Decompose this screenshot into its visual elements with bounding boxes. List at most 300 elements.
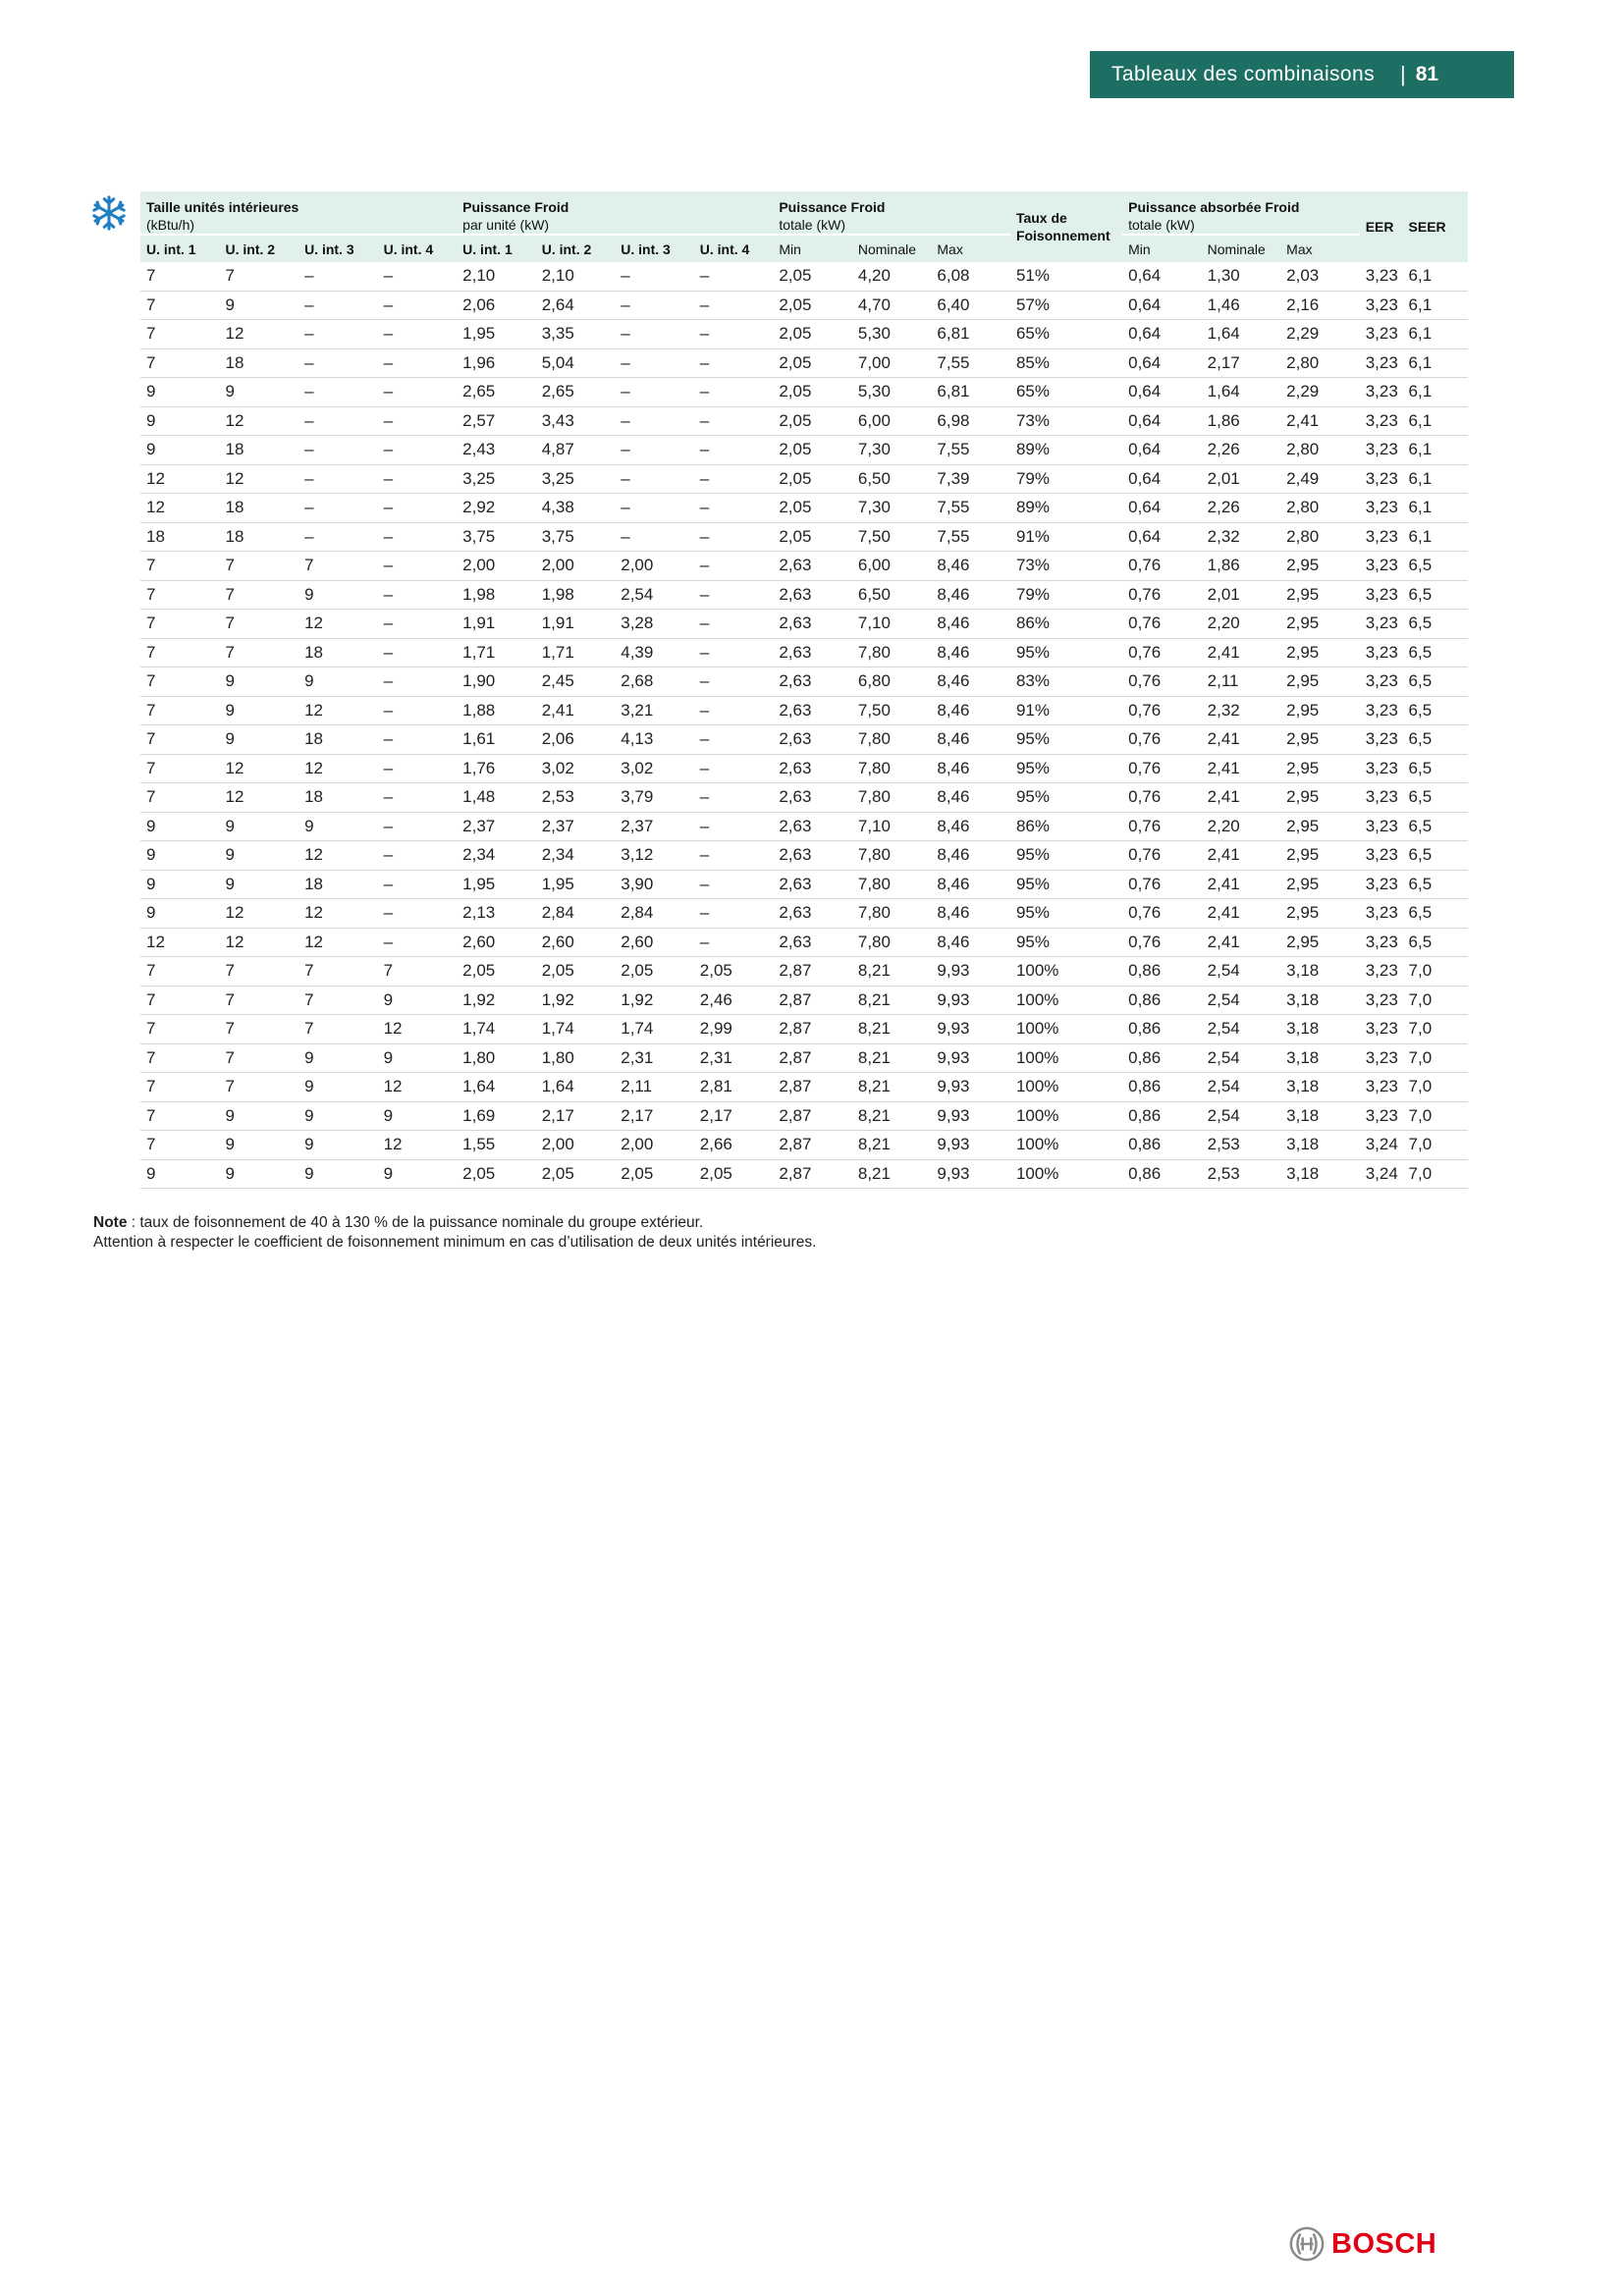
cell-froid-u3: 2,05 xyxy=(615,957,694,987)
table-header xyxy=(140,191,1468,262)
cell-absorbee-min: 0,86 xyxy=(1122,1101,1202,1131)
cell-seer: 6,5 xyxy=(1403,754,1468,783)
cell-froid-u1: 2,00 xyxy=(457,552,536,581)
cell-totale-min: 2,87 xyxy=(773,1131,852,1160)
cell-totale-max: 9,93 xyxy=(931,1043,1010,1073)
cell-totale-nominale: 4,20 xyxy=(852,262,932,291)
cell-taille-u3: 7 xyxy=(298,552,378,581)
footnote-label: Note xyxy=(93,1214,128,1231)
table-row xyxy=(140,1073,1468,1102)
cell-totale-nominale: 5,30 xyxy=(852,378,932,407)
cell-absorbee-max: 3,18 xyxy=(1280,1043,1360,1073)
cell-absorbee-nominale: 2,26 xyxy=(1202,436,1281,465)
cell-taille-u1: 9 xyxy=(140,406,220,436)
cell-taux: 65% xyxy=(1010,320,1122,349)
cell-taille-u2: 9 xyxy=(220,812,299,841)
cell-totale-nominale: 7,00 xyxy=(852,348,932,378)
cell-seer: 6,5 xyxy=(1403,812,1468,841)
cell-taille-u1: 9 xyxy=(140,841,220,871)
table-row xyxy=(140,638,1468,667)
cell-taille-u1: 7 xyxy=(140,320,220,349)
cell-taux: 100% xyxy=(1010,1043,1122,1073)
table-row xyxy=(140,1131,1468,1160)
table-row xyxy=(140,870,1468,899)
cell-taille-u2: 7 xyxy=(220,552,299,581)
cell-froid-u4: – xyxy=(694,870,774,899)
cell-taille-u2: 7 xyxy=(220,986,299,1015)
cell-totale-min: 2,63 xyxy=(773,696,852,725)
cell-totale-min: 2,05 xyxy=(773,291,852,320)
cell-eer: 3,23 xyxy=(1360,291,1403,320)
cell-absorbee-nominale: 1,86 xyxy=(1202,406,1281,436)
table-body xyxy=(140,262,1468,1189)
header-eer: EER xyxy=(1360,191,1403,262)
section-title: Tableaux des combinaisons xyxy=(1111,63,1375,85)
cell-taux: 79% xyxy=(1010,464,1122,494)
cell-totale-max: 8,46 xyxy=(931,870,1010,899)
cell-taille-u3: – xyxy=(298,522,378,552)
cell-totale-nominale: 7,80 xyxy=(852,928,932,957)
cell-absorbee-nominale: 2,20 xyxy=(1202,812,1281,841)
cell-taille-u1: 7 xyxy=(140,291,220,320)
cell-taille-u3: – xyxy=(298,262,378,291)
cell-froid-u4: – xyxy=(694,610,774,639)
footnote-line-1 xyxy=(93,1213,816,1233)
subheader-froid-u2: U. int. 2 xyxy=(536,235,616,262)
table-row xyxy=(140,1015,1468,1044)
cell-froid-u4: – xyxy=(694,552,774,581)
cell-totale-min: 2,87 xyxy=(773,1159,852,1189)
cell-taille-u3: – xyxy=(298,378,378,407)
cell-absorbee-nominale: 2,41 xyxy=(1202,754,1281,783)
header-group-unit: (kBtu/h) xyxy=(146,217,195,233)
cell-absorbee-min: 0,64 xyxy=(1122,378,1202,407)
cell-taille-u4: – xyxy=(378,378,458,407)
cell-absorbee-max: 2,95 xyxy=(1280,725,1360,755)
cell-froid-u4: – xyxy=(694,754,774,783)
cell-totale-nominale: 8,21 xyxy=(852,1043,932,1073)
cell-seer: 6,5 xyxy=(1403,870,1468,899)
cell-absorbee-nominale: 2,20 xyxy=(1202,610,1281,639)
cell-totale-max: 8,46 xyxy=(931,783,1010,813)
header-group-unit: par unité (kW) xyxy=(462,217,550,233)
cell-froid-u1: 2,65 xyxy=(457,378,536,407)
cell-froid-u2: 2,60 xyxy=(536,928,616,957)
cell-totale-max: 7,39 xyxy=(931,464,1010,494)
cell-taille-u1: 12 xyxy=(140,928,220,957)
table-row xyxy=(140,754,1468,783)
cell-absorbee-min: 0,76 xyxy=(1122,725,1202,755)
cell-seer: 7,0 xyxy=(1403,986,1468,1015)
header-group-froid-totale xyxy=(773,191,1010,235)
cell-totale-max: 9,93 xyxy=(931,1015,1010,1044)
cell-taille-u2: 12 xyxy=(220,754,299,783)
bosch-armature-icon xyxy=(1288,2225,1326,2263)
cell-absorbee-min: 0,64 xyxy=(1122,320,1202,349)
cell-taille-u3: – xyxy=(298,348,378,378)
cell-froid-u1: 1,92 xyxy=(457,986,536,1015)
cell-totale-max: 8,46 xyxy=(931,725,1010,755)
cell-seer: 6,1 xyxy=(1403,406,1468,436)
cell-seer: 6,5 xyxy=(1403,725,1468,755)
cell-taux: 100% xyxy=(1010,986,1122,1015)
cell-totale-nominale: 8,21 xyxy=(852,957,932,987)
cell-froid-u4: 2,31 xyxy=(694,1043,774,1073)
cell-absorbee-max: 2,29 xyxy=(1280,378,1360,407)
cell-eer: 3,23 xyxy=(1360,1073,1403,1102)
cell-froid-u1: 2,37 xyxy=(457,812,536,841)
brand-name: BOSCH xyxy=(1331,2227,1437,2260)
cell-taille-u3: 18 xyxy=(298,783,378,813)
cell-taille-u3: 12 xyxy=(298,928,378,957)
cell-eer: 3,23 xyxy=(1360,986,1403,1015)
cell-absorbee-max: 2,49 xyxy=(1280,464,1360,494)
cell-taille-u3: 9 xyxy=(298,580,378,610)
cell-froid-u1: 3,25 xyxy=(457,464,536,494)
header-seer: SEER xyxy=(1403,191,1468,262)
table-row xyxy=(140,928,1468,957)
cell-absorbee-nominale: 2,41 xyxy=(1202,841,1281,871)
cell-eer: 3,23 xyxy=(1360,320,1403,349)
cell-seer: 7,0 xyxy=(1403,1159,1468,1189)
cell-taux: 95% xyxy=(1010,870,1122,899)
cell-seer: 6,5 xyxy=(1403,696,1468,725)
cell-froid-u2: 2,06 xyxy=(536,725,616,755)
cell-froid-u3: – xyxy=(615,320,694,349)
cell-seer: 6,5 xyxy=(1403,899,1468,929)
cell-totale-min: 2,63 xyxy=(773,580,852,610)
header-group-title: Puissance absorbée Froid xyxy=(1128,199,1300,215)
cell-froid-u3: – xyxy=(615,494,694,523)
cell-froid-u1: 2,57 xyxy=(457,406,536,436)
subheader-froid-u4: U. int. 4 xyxy=(694,235,774,262)
cell-absorbee-min: 0,86 xyxy=(1122,1073,1202,1102)
cell-seer: 6,1 xyxy=(1403,522,1468,552)
table-row xyxy=(140,783,1468,813)
cell-seer: 6,1 xyxy=(1403,464,1468,494)
cell-taux: 89% xyxy=(1010,494,1122,523)
cell-absorbee-min: 0,64 xyxy=(1122,464,1202,494)
cell-taille-u4: – xyxy=(378,725,458,755)
table-row xyxy=(140,262,1468,291)
cell-totale-nominale: 6,50 xyxy=(852,580,932,610)
cell-totale-min: 2,05 xyxy=(773,320,852,349)
cell-totale-nominale: 7,30 xyxy=(852,436,932,465)
cell-taille-u4: – xyxy=(378,667,458,697)
cell-absorbee-min: 0,64 xyxy=(1122,436,1202,465)
cell-froid-u2: 3,35 xyxy=(536,320,616,349)
cell-absorbee-max: 2,95 xyxy=(1280,928,1360,957)
cell-totale-nominale: 5,30 xyxy=(852,320,932,349)
cell-taille-u2: 9 xyxy=(220,870,299,899)
cell-seer: 6,1 xyxy=(1403,291,1468,320)
cell-taille-u2: 9 xyxy=(220,291,299,320)
cell-froid-u3: 3,02 xyxy=(615,754,694,783)
cell-eer: 3,23 xyxy=(1360,638,1403,667)
cell-taille-u4: – xyxy=(378,436,458,465)
cell-taux: 95% xyxy=(1010,928,1122,957)
cell-taille-u3: – xyxy=(298,320,378,349)
cell-froid-u2: 1,74 xyxy=(536,1015,616,1044)
cell-absorbee-max: 2,95 xyxy=(1280,667,1360,697)
cell-froid-u1: 2,10 xyxy=(457,262,536,291)
cell-froid-u3: 2,00 xyxy=(615,552,694,581)
cell-seer: 6,5 xyxy=(1403,638,1468,667)
cell-taille-u3: 12 xyxy=(298,696,378,725)
cell-absorbee-max: 2,95 xyxy=(1280,696,1360,725)
cell-absorbee-nominale: 2,32 xyxy=(1202,522,1281,552)
cell-taille-u2: 9 xyxy=(220,667,299,697)
cell-totale-nominale: 7,80 xyxy=(852,783,932,813)
cell-froid-u1: 2,13 xyxy=(457,899,536,929)
cell-taille-u2: 18 xyxy=(220,436,299,465)
cell-taille-u4: – xyxy=(378,262,458,291)
cell-absorbee-min: 0,76 xyxy=(1122,928,1202,957)
cell-taille-u3: 9 xyxy=(298,1101,378,1131)
cell-taille-u4: – xyxy=(378,494,458,523)
cell-totale-nominale: 6,80 xyxy=(852,667,932,697)
cell-froid-u3: 2,37 xyxy=(615,812,694,841)
cell-seer: 7,0 xyxy=(1403,1073,1468,1102)
cell-taille-u3: 9 xyxy=(298,1131,378,1160)
cell-totale-min: 2,05 xyxy=(773,378,852,407)
cell-seer: 6,5 xyxy=(1403,667,1468,697)
cell-taille-u3: 7 xyxy=(298,986,378,1015)
cell-taille-u2: 7 xyxy=(220,610,299,639)
cell-taille-u2: 18 xyxy=(220,522,299,552)
cell-taille-u1: 12 xyxy=(140,464,220,494)
cell-totale-nominale: 4,70 xyxy=(852,291,932,320)
cell-froid-u2: 2,34 xyxy=(536,841,616,871)
cell-totale-min: 2,63 xyxy=(773,725,852,755)
cell-taux: 91% xyxy=(1010,696,1122,725)
cell-froid-u2: 2,05 xyxy=(536,1159,616,1189)
cell-froid-u2: 2,00 xyxy=(536,1131,616,1160)
bosch-logo xyxy=(1288,2225,1436,2263)
cell-absorbee-nominale: 2,53 xyxy=(1202,1131,1281,1160)
header-group-absorbee xyxy=(1122,191,1360,235)
cell-froid-u2: 4,38 xyxy=(536,494,616,523)
cell-totale-max: 6,08 xyxy=(931,262,1010,291)
cell-froid-u1: 2,43 xyxy=(457,436,536,465)
cell-absorbee-min: 0,76 xyxy=(1122,899,1202,929)
cell-totale-nominale: 7,80 xyxy=(852,841,932,871)
cell-totale-max: 8,46 xyxy=(931,696,1010,725)
page-number: 81 xyxy=(1415,63,1439,85)
table-row xyxy=(140,552,1468,581)
cell-absorbee-min: 0,86 xyxy=(1122,1159,1202,1189)
cell-taille-u2: 12 xyxy=(220,899,299,929)
cell-taux: 85% xyxy=(1010,348,1122,378)
cell-froid-u2: 2,05 xyxy=(536,957,616,987)
subheader-absorbee-nominale: Nominale xyxy=(1202,235,1281,262)
cell-totale-max: 6,98 xyxy=(931,406,1010,436)
cell-taille-u1: 7 xyxy=(140,1073,220,1102)
cell-froid-u4: – xyxy=(694,812,774,841)
cell-taux: 73% xyxy=(1010,552,1122,581)
cell-absorbee-nominale: 1,46 xyxy=(1202,291,1281,320)
snowflake-icon xyxy=(90,194,128,232)
cell-froid-u3: – xyxy=(615,348,694,378)
cell-absorbee-max: 2,03 xyxy=(1280,262,1360,291)
cell-taille-u4: – xyxy=(378,348,458,378)
cell-eer: 3,23 xyxy=(1360,348,1403,378)
cell-taille-u1: 7 xyxy=(140,1101,220,1131)
cell-eer: 3,23 xyxy=(1360,464,1403,494)
cell-froid-u4: – xyxy=(694,696,774,725)
cell-taille-u1: 7 xyxy=(140,783,220,813)
cell-totale-min: 2,05 xyxy=(773,494,852,523)
cell-froid-u3: 3,90 xyxy=(615,870,694,899)
cell-absorbee-max: 3,18 xyxy=(1280,1015,1360,1044)
cell-froid-u3: 1,74 xyxy=(615,1015,694,1044)
cell-totale-max: 8,46 xyxy=(931,754,1010,783)
cell-eer: 3,23 xyxy=(1360,928,1403,957)
cell-totale-nominale: 8,21 xyxy=(852,1159,932,1189)
cell-froid-u2: 2,00 xyxy=(536,552,616,581)
cell-taille-u4: – xyxy=(378,320,458,349)
cell-seer: 6,1 xyxy=(1403,494,1468,523)
cell-absorbee-max: 2,80 xyxy=(1280,522,1360,552)
cell-absorbee-nominale: 2,41 xyxy=(1202,899,1281,929)
cell-seer: 6,5 xyxy=(1403,928,1468,957)
cell-taille-u3: 12 xyxy=(298,841,378,871)
cell-absorbee-nominale: 2,11 xyxy=(1202,667,1281,697)
cell-absorbee-max: 2,29 xyxy=(1280,320,1360,349)
cell-taille-u3: 18 xyxy=(298,870,378,899)
cell-totale-max: 7,55 xyxy=(931,348,1010,378)
cell-froid-u2: 1,98 xyxy=(536,580,616,610)
cell-totale-max: 9,93 xyxy=(931,1073,1010,1102)
cell-taille-u2: 7 xyxy=(220,580,299,610)
cell-eer: 3,23 xyxy=(1360,667,1403,697)
cell-totale-max: 8,46 xyxy=(931,812,1010,841)
cell-froid-u2: 4,87 xyxy=(536,436,616,465)
cell-taille-u1: 9 xyxy=(140,870,220,899)
cell-totale-min: 2,87 xyxy=(773,957,852,987)
footnote-text-1: : taux de foisonnement de 40 à 130 % de la puissance nominale du groupe extérieur. xyxy=(127,1214,704,1231)
cell-taille-u4: 9 xyxy=(378,1101,458,1131)
cell-taux: 86% xyxy=(1010,610,1122,639)
cell-froid-u2: 2,53 xyxy=(536,783,616,813)
cell-taille-u3: – xyxy=(298,291,378,320)
cell-froid-u1: 1,55 xyxy=(457,1131,536,1160)
cell-seer: 6,1 xyxy=(1403,320,1468,349)
cell-totale-nominale: 7,10 xyxy=(852,812,932,841)
cell-eer: 3,23 xyxy=(1360,262,1403,291)
cell-totale-min: 2,63 xyxy=(773,667,852,697)
cell-froid-u1: 1,95 xyxy=(457,870,536,899)
cell-seer: 6,1 xyxy=(1403,378,1468,407)
cell-absorbee-nominale: 2,26 xyxy=(1202,494,1281,523)
cell-taille-u3: 12 xyxy=(298,610,378,639)
cell-taille-u2: 9 xyxy=(220,725,299,755)
table-row xyxy=(140,436,1468,465)
cell-froid-u1: 2,05 xyxy=(457,1159,536,1189)
cell-froid-u4: – xyxy=(694,406,774,436)
cell-absorbee-max: 2,95 xyxy=(1280,580,1360,610)
cell-froid-u4: – xyxy=(694,522,774,552)
cell-froid-u2: 1,92 xyxy=(536,986,616,1015)
cell-froid-u1: 1,90 xyxy=(457,667,536,697)
cell-taux: 100% xyxy=(1010,1015,1122,1044)
cell-froid-u1: 1,74 xyxy=(457,1015,536,1044)
cell-froid-u1: 1,64 xyxy=(457,1073,536,1102)
table-row xyxy=(140,610,1468,639)
cell-totale-max: 7,55 xyxy=(931,436,1010,465)
cell-absorbee-min: 0,76 xyxy=(1122,552,1202,581)
cell-totale-min: 2,63 xyxy=(773,841,852,871)
cell-absorbee-min: 0,76 xyxy=(1122,580,1202,610)
cell-taille-u1: 7 xyxy=(140,667,220,697)
cell-froid-u1: 3,75 xyxy=(457,522,536,552)
cell-taille-u4: – xyxy=(378,406,458,436)
cell-taille-u3: 9 xyxy=(298,1073,378,1102)
cell-taille-u2: 7 xyxy=(220,1015,299,1044)
cell-froid-u4: – xyxy=(694,320,774,349)
cell-froid-u1: 1,98 xyxy=(457,580,536,610)
cell-froid-u4: 2,17 xyxy=(694,1101,774,1131)
cell-froid-u2: 1,91 xyxy=(536,610,616,639)
cell-taille-u2: 7 xyxy=(220,638,299,667)
table-row xyxy=(140,522,1468,552)
cell-totale-nominale: 7,50 xyxy=(852,696,932,725)
cell-absorbee-nominale: 2,32 xyxy=(1202,696,1281,725)
cell-absorbee-max: 3,18 xyxy=(1280,1101,1360,1131)
cell-taille-u2: 12 xyxy=(220,783,299,813)
cell-absorbee-min: 0,76 xyxy=(1122,667,1202,697)
cell-taille-u2: 12 xyxy=(220,320,299,349)
cell-totale-nominale: 7,50 xyxy=(852,522,932,552)
cell-totale-max: 8,46 xyxy=(931,638,1010,667)
cell-totale-max: 7,55 xyxy=(931,522,1010,552)
subheader-froid-u3: U. int. 3 xyxy=(615,235,694,262)
cell-froid-u4: – xyxy=(694,841,774,871)
cell-taille-u3: – xyxy=(298,494,378,523)
cell-absorbee-nominale: 2,17 xyxy=(1202,348,1281,378)
cell-seer: 7,0 xyxy=(1403,1101,1468,1131)
cell-totale-max: 9,93 xyxy=(931,1131,1010,1160)
subheader-absorbee-min: Min xyxy=(1122,235,1202,262)
cell-eer: 3,24 xyxy=(1360,1131,1403,1160)
cell-froid-u3: 2,60 xyxy=(615,928,694,957)
cell-taille-u1: 18 xyxy=(140,522,220,552)
cell-taille-u2: 7 xyxy=(220,1073,299,1102)
table-row xyxy=(140,348,1468,378)
cell-taille-u1: 9 xyxy=(140,378,220,407)
cell-totale-max: 8,46 xyxy=(931,667,1010,697)
cell-totale-nominale: 7,30 xyxy=(852,494,932,523)
cell-froid-u3: – xyxy=(615,464,694,494)
cell-taille-u3: 7 xyxy=(298,1015,378,1044)
cell-absorbee-min: 0,76 xyxy=(1122,610,1202,639)
cell-absorbee-max: 2,95 xyxy=(1280,610,1360,639)
cell-froid-u2: 3,02 xyxy=(536,754,616,783)
cell-taux: 100% xyxy=(1010,957,1122,987)
cell-taux: 89% xyxy=(1010,436,1122,465)
subheader-absorbee-max: Max xyxy=(1280,235,1360,262)
cell-seer: 7,0 xyxy=(1403,1015,1468,1044)
cell-froid-u3: 3,21 xyxy=(615,696,694,725)
cell-totale-max: 6,81 xyxy=(931,378,1010,407)
cell-absorbee-min: 0,86 xyxy=(1122,957,1202,987)
cell-froid-u3: 3,79 xyxy=(615,783,694,813)
cell-taille-u4: 9 xyxy=(378,1043,458,1073)
cell-taux: 79% xyxy=(1010,580,1122,610)
cell-taille-u4: – xyxy=(378,899,458,929)
cell-froid-u2: 2,84 xyxy=(536,899,616,929)
cell-totale-nominale: 7,80 xyxy=(852,870,932,899)
